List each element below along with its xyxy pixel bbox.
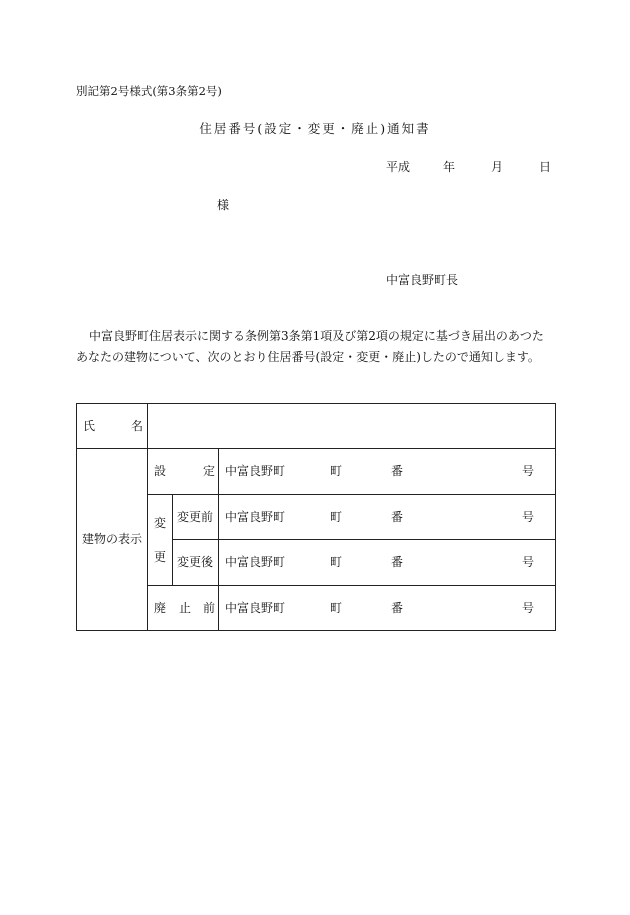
row-setting-label-char-2: 定 bbox=[203, 464, 216, 478]
date-month: 月 bbox=[491, 160, 504, 174]
table-hline-3 bbox=[172, 539, 556, 540]
table-border-top bbox=[76, 403, 556, 404]
date-era: 平成 bbox=[386, 160, 411, 174]
henko-label-char-2: 更 bbox=[154, 550, 167, 564]
row-after-cho: 町 bbox=[330, 555, 343, 569]
row-before-label: 変更前 bbox=[177, 510, 214, 524]
row-abolish-cho: 町 bbox=[330, 601, 343, 615]
date-year: 年 bbox=[443, 160, 456, 174]
row-abolish-town: 中富良野町 bbox=[225, 601, 286, 615]
row-before-cho: 町 bbox=[330, 510, 343, 524]
row-abolish-label-char-1: 廃 bbox=[154, 601, 167, 615]
row-setting-go: 号 bbox=[522, 464, 535, 478]
table-border-bottom bbox=[76, 630, 556, 631]
row-before-ban: 番 bbox=[391, 510, 404, 524]
form-number-label: 別記第2号様式(第3条第2号) bbox=[76, 84, 222, 98]
row-abolish-label-char-3: 前 bbox=[203, 601, 216, 615]
building-label: 建物の表示 bbox=[82, 532, 143, 546]
table-hline-1 bbox=[76, 448, 556, 449]
date-day: 日 bbox=[539, 160, 552, 174]
addressee-suffix: 様 bbox=[217, 198, 230, 212]
row-before-go: 号 bbox=[522, 510, 535, 524]
address-table bbox=[76, 403, 556, 631]
row-after-go: 号 bbox=[522, 555, 535, 569]
document-title: 住居番号(設定・変更・廃止)通知書 bbox=[199, 121, 431, 136]
body-paragraph: 中富良野町住居表示に関する条例第3条第1項及び第2項の規定に基づき届出のあつたあなたの建物について、次のとおり住居番号(設定・変更・廃止)したので通知します。 bbox=[76, 329, 544, 364]
name-label-char-2: 名 bbox=[131, 419, 144, 433]
table-border-right bbox=[555, 403, 556, 631]
row-after-label: 変更後 bbox=[177, 555, 214, 569]
table-hline-4 bbox=[147, 585, 556, 586]
row-after-ban: 番 bbox=[391, 555, 404, 569]
henko-label-char-1: 変 bbox=[154, 516, 167, 530]
row-abolish-ban: 番 bbox=[391, 601, 404, 615]
row-setting-label-char-1: 設 bbox=[154, 464, 167, 478]
row-setting-cho: 町 bbox=[330, 464, 343, 478]
name-label-char-1: 氏 bbox=[83, 419, 96, 433]
row-after-town: 中富良野町 bbox=[225, 555, 286, 569]
row-setting-ban: 番 bbox=[391, 464, 404, 478]
row-setting-town: 中富良野町 bbox=[225, 464, 286, 478]
table-vline-label bbox=[147, 403, 148, 631]
row-before-town: 中富良野町 bbox=[225, 510, 286, 524]
table-hline-2 bbox=[147, 494, 556, 495]
table-border-left bbox=[76, 403, 77, 631]
row-abolish-go: 号 bbox=[522, 601, 535, 615]
row-abolish-label-char-2: 止 bbox=[179, 601, 192, 615]
issuer-name: 中富良野町長 bbox=[386, 273, 459, 287]
